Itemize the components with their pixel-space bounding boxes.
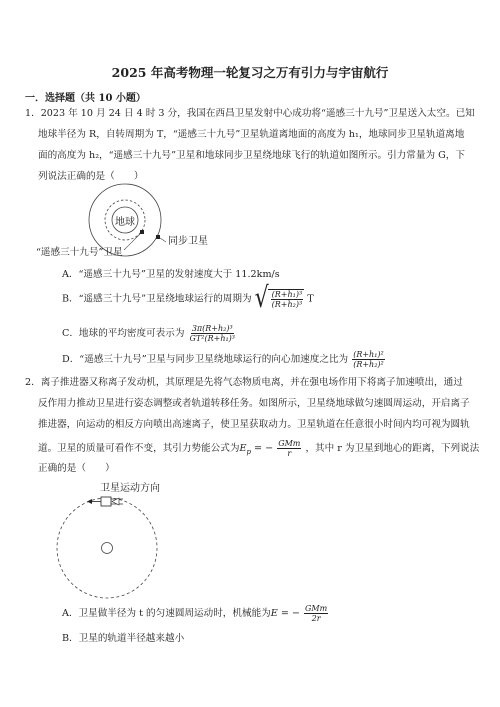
motion-arrow-icon [87,499,92,504]
sync-pointer [160,238,166,242]
satellite-body [101,497,111,506]
sqrt-expression [254,282,305,315]
q2-potential-fraction: $\frac{\text{GMm}}{r}$ [278,439,301,458]
earth-center [102,543,113,554]
q2-line-2: 反作用力推动卫星进行姿态调整或者轨道转移任务。如图所示，卫星绕地球做匀速圆周运动，开启离子 [38,398,470,409]
q2-line-5: 正确的是（ ） [38,463,115,474]
q2-option-b: B．卫星的轨道半径越来越小 [62,633,185,644]
sync-satellite-label: 同步卫星 [168,236,208,247]
earth-label: 地球 [115,217,135,228]
q1-option-a: A．“遥感三十九号”卫星的发射速度大于 11.2km/s [62,269,280,280]
q2-option-a-fraction: $\frac{\text{GMm}}{2r}$ [305,604,328,623]
sqrt-sign: √ [254,282,269,315]
page-title: 2025 年高考物理一轮复习之万有引力与宇宙航行 [111,65,389,80]
q1-option-d-fraction: $\frac{\text{(R+h₁)²}}{\text{(R+h₂)²}}$ [353,350,384,369]
q2-line-3: 推进器，向运动的相反方向喷出高速离子，使卫星获取动力。卫星轨道在任意很小时间内均可视为圆轨 [38,419,470,430]
section-heading: 一．选择题（共 10 小题） [25,93,146,104]
q2-line-4: 道。卫星的质量可看作不变，其引力势能公式为$E_p$ = − $\frac{\text{GMm}}{r}$ ，其中 r 为卫星到地心的距离，下列说法 [38,439,480,458]
q1-option-b-text: B．“遥感三十九号”卫星绕地球运行的周期为 [62,293,252,305]
orbit-figure-2 [55,492,175,604]
motion-direction-label: 卫星运动方向 [100,483,160,494]
yaogan-pointer [124,234,140,250]
q1-line-1: 1．2023 年 10 月 24 日 4 时 3 分，我国在西昌卫星发射中心成功将“遥感三十九号”卫星送入太空。已知 [25,108,475,119]
q1-option-c: C．地球的平均密度可表示为 $\frac{\text{3π(R+h₂)³}}{\text{GT²(R+h₁)³}}$ [62,324,235,343]
q1-option-b-fraction: $\frac{\text{(R+h₁)³}}{\text{(R+h₂)³}}$ [271,290,303,309]
q1-line-4: 列说法正确的是（ ） [38,171,144,182]
q1-line-2: 地球半径为 R，自转周期为 T，“遥感三十九号”卫星轨道离地面的高度为 h₁，地球同步卫星轨道离地 [38,129,465,140]
yaogan-satellite-label: “遥感三十九号”卫星 [36,247,123,258]
q1-line-3: 面的高度为 h₂，“遥感三十九号”卫星和地球同步卫星绕地球飞行的轨道如图所示。引力常量为 G，下 [38,150,465,161]
q2-line-1: 2．离子推进器又称离子发动机，其原理是先将气态物质电离，并在强电场作用下将离子加速喷出，通过 [25,377,463,388]
q1-option-b: B．“遥感三十九号”卫星绕地球运行的周期为 √ $\frac{\text{(R+h₁)³}}{\text{(R+h₂)³}}$ T [62,282,314,315]
yaogan-satellite [140,230,144,234]
q1-option-c-fraction: $\frac{\text{3π(R+h₂)³}}{\text{GT²(R+h₁)³}}$ [189,324,235,343]
sync-satellite [156,235,160,239]
q2-option-a: A．卫星做半径为 t 的匀速圆周运动时，机械能为E = − $\frac{\text{GMm}}{2r}$ [62,604,328,623]
q1-option-d: D．“遥感三十九号”卫星与同步卫星绕地球运行的向心加速度之比为 $\frac{\text{(R+h₁)²}}{\text{(R+h₂)²}}$ [62,350,384,369]
